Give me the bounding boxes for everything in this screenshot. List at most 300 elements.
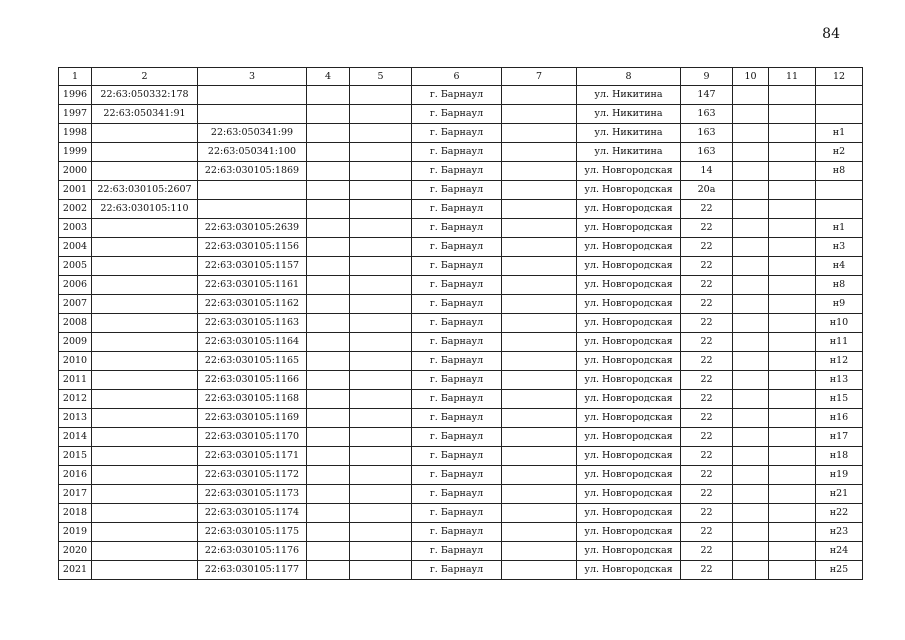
street-cell: ул. Новгородская bbox=[577, 409, 681, 428]
house-number-cell: 22 bbox=[681, 504, 733, 523]
city-cell: г. Барнаул bbox=[412, 542, 502, 561]
column-4-cell bbox=[307, 542, 350, 561]
room-number-cell: н8 bbox=[816, 276, 863, 295]
table-row bbox=[59, 143, 863, 162]
cadastral-number-cell bbox=[92, 314, 198, 333]
house-number-cell: 22 bbox=[681, 333, 733, 352]
column-10-cell bbox=[733, 105, 769, 124]
house-number-cell: 14 bbox=[681, 162, 733, 181]
house-number-cell: 22 bbox=[681, 314, 733, 333]
cadastral-number-cell bbox=[92, 276, 198, 295]
row-number-cell: 2016 bbox=[59, 466, 92, 485]
column-5-cell bbox=[350, 314, 412, 333]
street-cell: ул. Новгородская bbox=[577, 238, 681, 257]
column-5-cell bbox=[350, 162, 412, 181]
table-row bbox=[59, 257, 863, 276]
row-number-cell: 2010 bbox=[59, 352, 92, 371]
column-5-cell bbox=[350, 105, 412, 124]
row-number-cell: 2012 bbox=[59, 390, 92, 409]
city-cell: г. Барнаул bbox=[412, 466, 502, 485]
column-5-cell bbox=[350, 257, 412, 276]
column-4-cell bbox=[307, 86, 350, 105]
house-number-cell: 22 bbox=[681, 485, 733, 504]
column-11-cell bbox=[769, 219, 816, 238]
city-cell: г. Барнаул bbox=[412, 485, 502, 504]
cadastral-number-cell bbox=[92, 162, 198, 181]
city-cell: г. Барнаул bbox=[412, 276, 502, 295]
column-10-cell bbox=[733, 314, 769, 333]
column-header: 9 bbox=[681, 68, 733, 86]
column-7-cell bbox=[502, 86, 577, 105]
column-5-cell bbox=[350, 352, 412, 371]
column-7-cell bbox=[502, 371, 577, 390]
column-11-cell bbox=[769, 523, 816, 542]
column-11-cell bbox=[769, 390, 816, 409]
cadastral-number-cell bbox=[92, 295, 198, 314]
column-10-cell bbox=[733, 390, 769, 409]
sub-cadastral-number-cell: 22:63:030105:1161 bbox=[198, 276, 307, 295]
table-row bbox=[59, 314, 863, 333]
row-number-cell: 2018 bbox=[59, 504, 92, 523]
table-row bbox=[59, 105, 863, 124]
house-number-cell: 22 bbox=[681, 200, 733, 219]
property-register-table bbox=[58, 67, 863, 580]
cadastral-number-cell bbox=[92, 428, 198, 447]
cadastral-number-cell bbox=[92, 561, 198, 580]
street-cell: ул. Новгородская bbox=[577, 295, 681, 314]
column-5-cell bbox=[350, 124, 412, 143]
city-cell: г. Барнаул bbox=[412, 409, 502, 428]
street-cell: ул. Новгородская bbox=[577, 257, 681, 276]
column-7-cell bbox=[502, 162, 577, 181]
column-4-cell bbox=[307, 143, 350, 162]
column-11-cell bbox=[769, 276, 816, 295]
column-4-cell bbox=[307, 124, 350, 143]
room-number-cell bbox=[816, 86, 863, 105]
table-row bbox=[59, 162, 863, 181]
column-4-cell bbox=[307, 276, 350, 295]
table-row bbox=[59, 447, 863, 466]
sub-cadastral-number-cell: 22:63:030105:1157 bbox=[198, 257, 307, 276]
column-11-cell bbox=[769, 333, 816, 352]
column-11-cell bbox=[769, 504, 816, 523]
city-cell: г. Барнаул bbox=[412, 181, 502, 200]
column-10-cell bbox=[733, 143, 769, 162]
room-number-cell: н16 bbox=[816, 409, 863, 428]
house-number-cell: 163 bbox=[681, 124, 733, 143]
city-cell: г. Барнаул bbox=[412, 371, 502, 390]
column-11-cell bbox=[769, 409, 816, 428]
street-cell: ул. Новгородская bbox=[577, 333, 681, 352]
room-number-cell bbox=[816, 181, 863, 200]
row-number-cell: 2007 bbox=[59, 295, 92, 314]
cadastral-number-cell bbox=[92, 542, 198, 561]
city-cell: г. Барнаул bbox=[412, 257, 502, 276]
row-number-cell: 2013 bbox=[59, 409, 92, 428]
column-5-cell bbox=[350, 276, 412, 295]
column-10-cell bbox=[733, 333, 769, 352]
sub-cadastral-number-cell: 22:63:030105:1165 bbox=[198, 352, 307, 371]
room-number-cell: н21 bbox=[816, 485, 863, 504]
sub-cadastral-number-cell: 22:63:030105:1172 bbox=[198, 466, 307, 485]
column-7-cell bbox=[502, 466, 577, 485]
column-4-cell bbox=[307, 428, 350, 447]
column-10-cell bbox=[733, 257, 769, 276]
street-cell: ул. Новгородская bbox=[577, 314, 681, 333]
sub-cadastral-number-cell: 22:63:030105:1177 bbox=[198, 561, 307, 580]
city-cell: г. Барнаул bbox=[412, 447, 502, 466]
column-11-cell bbox=[769, 314, 816, 333]
column-4-cell bbox=[307, 200, 350, 219]
column-7-cell bbox=[502, 276, 577, 295]
street-cell: ул. Новгородская bbox=[577, 542, 681, 561]
column-11-cell bbox=[769, 447, 816, 466]
room-number-cell: н17 bbox=[816, 428, 863, 447]
column-7-cell bbox=[502, 105, 577, 124]
column-7-cell bbox=[502, 143, 577, 162]
column-5-cell bbox=[350, 390, 412, 409]
column-11-cell bbox=[769, 561, 816, 580]
column-4-cell bbox=[307, 447, 350, 466]
column-7-cell bbox=[502, 181, 577, 200]
column-5-cell bbox=[350, 181, 412, 200]
column-5-cell bbox=[350, 333, 412, 352]
cadastral-number-cell bbox=[92, 485, 198, 504]
street-cell: ул. Новгородская bbox=[577, 447, 681, 466]
column-10-cell bbox=[733, 86, 769, 105]
column-4-cell bbox=[307, 105, 350, 124]
room-number-cell: н4 bbox=[816, 257, 863, 276]
sub-cadastral-number-cell: 22:63:030105:1166 bbox=[198, 371, 307, 390]
column-11-cell bbox=[769, 200, 816, 219]
column-4-cell bbox=[307, 523, 350, 542]
column-header: 12 bbox=[816, 68, 863, 86]
column-5-cell bbox=[350, 466, 412, 485]
column-10-cell bbox=[733, 447, 769, 466]
room-number-cell: н23 bbox=[816, 523, 863, 542]
sub-cadastral-number-cell: 22:63:030105:1173 bbox=[198, 485, 307, 504]
row-number-cell: 1998 bbox=[59, 124, 92, 143]
column-header: 7 bbox=[502, 68, 577, 86]
city-cell: г. Барнаул bbox=[412, 143, 502, 162]
street-cell: ул. Новгородская bbox=[577, 466, 681, 485]
sub-cadastral-number-cell: 22:63:050341:100 bbox=[198, 143, 307, 162]
cadastral-number-cell: 22:63:050341:91 bbox=[92, 105, 198, 124]
column-10-cell bbox=[733, 276, 769, 295]
row-number-cell: 2004 bbox=[59, 238, 92, 257]
table-row bbox=[59, 86, 863, 105]
column-header: 2 bbox=[92, 68, 198, 86]
column-11-cell bbox=[769, 86, 816, 105]
room-number-cell: н18 bbox=[816, 447, 863, 466]
column-10-cell bbox=[733, 181, 769, 200]
column-4-cell bbox=[307, 181, 350, 200]
column-5-cell bbox=[350, 86, 412, 105]
column-10-cell bbox=[733, 504, 769, 523]
column-header: 8 bbox=[577, 68, 681, 86]
row-number-cell: 2017 bbox=[59, 485, 92, 504]
table-body bbox=[59, 86, 863, 580]
street-cell: ул. Новгородская bbox=[577, 504, 681, 523]
column-7-cell bbox=[502, 447, 577, 466]
house-number-cell: 163 bbox=[681, 143, 733, 162]
sub-cadastral-number-cell: 22:63:030105:1170 bbox=[198, 428, 307, 447]
column-4-cell bbox=[307, 561, 350, 580]
room-number-cell: н2 bbox=[816, 143, 863, 162]
sub-cadastral-number-cell: 22:63:030105:1162 bbox=[198, 295, 307, 314]
cadastral-number-cell bbox=[92, 466, 198, 485]
cadastral-number-cell bbox=[92, 447, 198, 466]
column-4-cell bbox=[307, 238, 350, 257]
house-number-cell: 22 bbox=[681, 428, 733, 447]
city-cell: г. Барнаул bbox=[412, 333, 502, 352]
column-11-cell bbox=[769, 238, 816, 257]
table-row bbox=[59, 390, 863, 409]
column-7-cell bbox=[502, 200, 577, 219]
column-5-cell bbox=[350, 295, 412, 314]
column-10-cell bbox=[733, 542, 769, 561]
row-number-cell: 2008 bbox=[59, 314, 92, 333]
table-row bbox=[59, 124, 863, 143]
row-number-cell: 1996 bbox=[59, 86, 92, 105]
column-4-cell bbox=[307, 409, 350, 428]
column-11-cell bbox=[769, 295, 816, 314]
city-cell: г. Барнаул bbox=[412, 200, 502, 219]
table-row bbox=[59, 238, 863, 257]
column-7-cell bbox=[502, 390, 577, 409]
street-cell: ул. Новгородская bbox=[577, 162, 681, 181]
table-row bbox=[59, 485, 863, 504]
room-number-cell: н11 bbox=[816, 333, 863, 352]
row-number-cell: 2019 bbox=[59, 523, 92, 542]
column-11-cell bbox=[769, 371, 816, 390]
room-number-cell: н10 bbox=[816, 314, 863, 333]
row-number-cell: 2001 bbox=[59, 181, 92, 200]
cadastral-number-cell bbox=[92, 523, 198, 542]
city-cell: г. Барнаул bbox=[412, 86, 502, 105]
column-5-cell bbox=[350, 409, 412, 428]
column-11-cell bbox=[769, 466, 816, 485]
column-header: 5 bbox=[350, 68, 412, 86]
row-number-cell: 2000 bbox=[59, 162, 92, 181]
column-10-cell bbox=[733, 352, 769, 371]
column-4-cell bbox=[307, 371, 350, 390]
row-number-cell: 2021 bbox=[59, 561, 92, 580]
street-cell: ул. Новгородская bbox=[577, 371, 681, 390]
column-5-cell bbox=[350, 523, 412, 542]
house-number-cell: 22 bbox=[681, 409, 733, 428]
row-number-cell: 2015 bbox=[59, 447, 92, 466]
column-10-cell bbox=[733, 561, 769, 580]
sub-cadastral-number-cell: 22:63:030105:1869 bbox=[198, 162, 307, 181]
column-7-cell bbox=[502, 314, 577, 333]
table-row bbox=[59, 333, 863, 352]
cadastral-number-cell bbox=[92, 504, 198, 523]
city-cell: г. Барнаул bbox=[412, 238, 502, 257]
cadastral-number-cell bbox=[92, 219, 198, 238]
room-number-cell: н24 bbox=[816, 542, 863, 561]
table-row bbox=[59, 181, 863, 200]
house-number-cell: 22 bbox=[681, 466, 733, 485]
column-5-cell bbox=[350, 447, 412, 466]
room-number-cell: н1 bbox=[816, 124, 863, 143]
column-10-cell bbox=[733, 523, 769, 542]
column-11-cell bbox=[769, 428, 816, 447]
row-number-cell: 2011 bbox=[59, 371, 92, 390]
column-7-cell bbox=[502, 295, 577, 314]
city-cell: г. Барнаул bbox=[412, 504, 502, 523]
city-cell: г. Барнаул bbox=[412, 390, 502, 409]
column-7-cell bbox=[502, 542, 577, 561]
column-5-cell bbox=[350, 143, 412, 162]
column-7-cell bbox=[502, 124, 577, 143]
column-10-cell bbox=[733, 485, 769, 504]
house-number-cell: 20а bbox=[681, 181, 733, 200]
room-number-cell: н12 bbox=[816, 352, 863, 371]
city-cell: г. Барнаул bbox=[412, 124, 502, 143]
sub-cadastral-number-cell bbox=[198, 105, 307, 124]
street-cell: ул. Новгородская bbox=[577, 181, 681, 200]
street-cell: ул. Новгородская bbox=[577, 428, 681, 447]
house-number-cell: 22 bbox=[681, 276, 733, 295]
row-number-cell: 2003 bbox=[59, 219, 92, 238]
column-5-cell bbox=[350, 200, 412, 219]
city-cell: г. Барнаул bbox=[412, 295, 502, 314]
column-header: 6 bbox=[412, 68, 502, 86]
house-number-cell: 22 bbox=[681, 561, 733, 580]
cadastral-number-cell: 22:63:050332:178 bbox=[92, 86, 198, 105]
column-5-cell bbox=[350, 428, 412, 447]
column-4-cell bbox=[307, 466, 350, 485]
table-row bbox=[59, 371, 863, 390]
street-cell: ул. Новгородская bbox=[577, 485, 681, 504]
cadastral-number-cell bbox=[92, 257, 198, 276]
row-number-cell: 2002 bbox=[59, 200, 92, 219]
table-row bbox=[59, 295, 863, 314]
sub-cadastral-number-cell: 22:63:030105:1171 bbox=[198, 447, 307, 466]
street-cell: ул. Новгородская bbox=[577, 219, 681, 238]
row-number-cell: 2014 bbox=[59, 428, 92, 447]
cadastral-number-cell bbox=[92, 143, 198, 162]
column-5-cell bbox=[350, 485, 412, 504]
column-header: 3 bbox=[198, 68, 307, 86]
city-cell: г. Барнаул bbox=[412, 162, 502, 181]
column-11-cell bbox=[769, 352, 816, 371]
column-5-cell bbox=[350, 561, 412, 580]
sub-cadastral-number-cell: 22:63:030105:1169 bbox=[198, 409, 307, 428]
column-4-cell bbox=[307, 352, 350, 371]
column-10-cell bbox=[733, 162, 769, 181]
column-5-cell bbox=[350, 542, 412, 561]
street-cell: ул. Никитина bbox=[577, 124, 681, 143]
street-cell: ул. Новгородская bbox=[577, 276, 681, 295]
column-4-cell bbox=[307, 390, 350, 409]
cadastral-number-cell bbox=[92, 409, 198, 428]
column-11-cell bbox=[769, 105, 816, 124]
street-cell: ул. Новгородская bbox=[577, 561, 681, 580]
house-number-cell: 22 bbox=[681, 371, 733, 390]
row-number-cell: 1999 bbox=[59, 143, 92, 162]
column-4-cell bbox=[307, 219, 350, 238]
city-cell: г. Барнаул bbox=[412, 428, 502, 447]
table-row bbox=[59, 200, 863, 219]
house-number-cell: 22 bbox=[681, 390, 733, 409]
column-7-cell bbox=[502, 523, 577, 542]
column-4-cell bbox=[307, 333, 350, 352]
column-10-cell bbox=[733, 371, 769, 390]
column-7-cell bbox=[502, 352, 577, 371]
sub-cadastral-number-cell bbox=[198, 181, 307, 200]
column-7-cell bbox=[502, 504, 577, 523]
table-row bbox=[59, 542, 863, 561]
column-4-cell bbox=[307, 257, 350, 276]
house-number-cell: 22 bbox=[681, 352, 733, 371]
room-number-cell: н1 bbox=[816, 219, 863, 238]
column-10-cell bbox=[733, 200, 769, 219]
cadastral-number-cell bbox=[92, 238, 198, 257]
cadastral-number-cell: 22:63:030105:110 bbox=[92, 200, 198, 219]
house-number-cell: 22 bbox=[681, 257, 733, 276]
column-7-cell bbox=[502, 485, 577, 504]
house-number-cell: 163 bbox=[681, 105, 733, 124]
street-cell: ул. Никитина bbox=[577, 143, 681, 162]
row-number-cell: 2005 bbox=[59, 257, 92, 276]
sub-cadastral-number-cell: 22:63:030105:1163 bbox=[198, 314, 307, 333]
cadastral-number-cell bbox=[92, 333, 198, 352]
column-10-cell bbox=[733, 124, 769, 143]
column-4-cell bbox=[307, 504, 350, 523]
room-number-cell: н25 bbox=[816, 561, 863, 580]
table-row bbox=[59, 219, 863, 238]
table-row bbox=[59, 466, 863, 485]
sub-cadastral-number-cell: 22:63:030105:1168 bbox=[198, 390, 307, 409]
column-10-cell bbox=[733, 409, 769, 428]
city-cell: г. Барнаул bbox=[412, 523, 502, 542]
column-11-cell bbox=[769, 181, 816, 200]
table-row bbox=[59, 504, 863, 523]
column-11-cell bbox=[769, 542, 816, 561]
header-row bbox=[59, 68, 863, 86]
street-cell: ул. Новгородская bbox=[577, 200, 681, 219]
column-header: 10 bbox=[733, 68, 769, 86]
row-number-cell: 2020 bbox=[59, 542, 92, 561]
column-4-cell bbox=[307, 485, 350, 504]
table-row bbox=[59, 276, 863, 295]
page-number: 84 bbox=[822, 26, 840, 42]
cadastral-number-cell bbox=[92, 352, 198, 371]
column-7-cell bbox=[502, 219, 577, 238]
column-11-cell bbox=[769, 485, 816, 504]
cadastral-number-cell bbox=[92, 371, 198, 390]
cadastral-number-cell bbox=[92, 390, 198, 409]
house-number-cell: 22 bbox=[681, 238, 733, 257]
column-10-cell bbox=[733, 428, 769, 447]
table-row bbox=[59, 352, 863, 371]
column-11-cell bbox=[769, 124, 816, 143]
table-row bbox=[59, 428, 863, 447]
room-number-cell: н13 bbox=[816, 371, 863, 390]
column-10-cell bbox=[733, 466, 769, 485]
column-4-cell bbox=[307, 295, 350, 314]
table-row bbox=[59, 523, 863, 542]
sub-cadastral-number-cell bbox=[198, 200, 307, 219]
sub-cadastral-number-cell: 22:63:030105:2639 bbox=[198, 219, 307, 238]
city-cell: г. Барнаул bbox=[412, 352, 502, 371]
sub-cadastral-number-cell: 22:63:030105:1175 bbox=[198, 523, 307, 542]
column-5-cell bbox=[350, 219, 412, 238]
table-row bbox=[59, 561, 863, 580]
column-10-cell bbox=[733, 219, 769, 238]
